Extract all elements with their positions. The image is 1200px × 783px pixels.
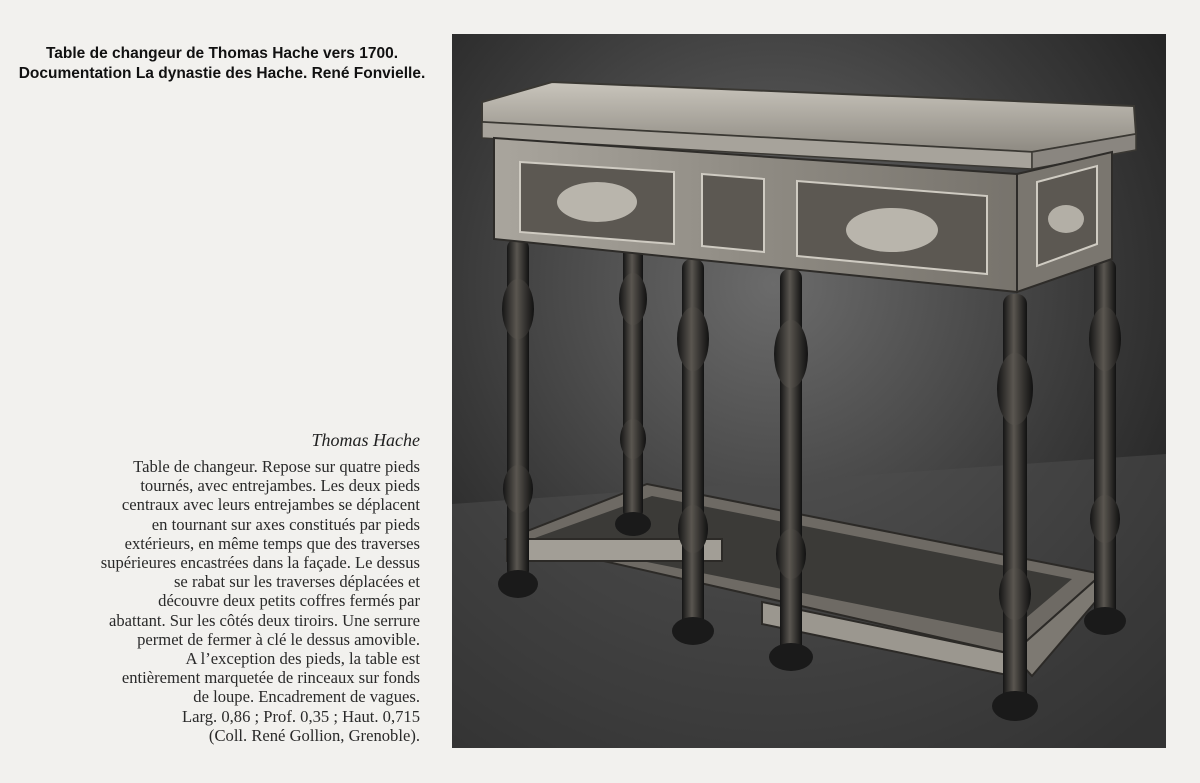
caption-line-1: Table de changeur de Thomas Hache vers 1700.	[45, 45, 399, 62]
author-heading: Thomas Hache	[311, 430, 420, 450]
description-line: tournés, avec entrejambes. Les deux pieds	[140, 476, 420, 496]
description-line: extérieurs, en même temps que des traverses	[124, 533, 420, 553]
description-text	[6, 457, 420, 745]
description-line: A l’exception des pieds, la table est	[185, 649, 420, 669]
description-line: se rabat sur les traverses déplacées et	[173, 572, 420, 592]
description-line: Table de changeur. Repose sur quatre pieds	[133, 457, 420, 476]
description-line: centraux avec leurs entrejambes se déplacent	[121, 495, 420, 515]
description-line: découvre deux petits coffres fermés par	[158, 591, 420, 611]
table-illustration	[452, 34, 1166, 748]
description-line: (Coll. René Gollion, Grenoble).	[208, 725, 420, 745]
description-line: de loupe. Encadrement de vagues.	[193, 687, 420, 707]
table-photograph	[452, 34, 1166, 748]
description-line: Larg. 0,86 ; Prof. 0,35 ; Haut. 0,715	[182, 706, 420, 726]
photo-caption	[0, 44, 444, 84]
description-line: abattant. Sur les côtés deux tiroirs. Une serrure	[108, 610, 420, 630]
description-line: supérieures encastrées dans la façade. Le dessus	[100, 553, 420, 573]
description-line: en tournant sur axes constitués par pieds	[151, 514, 420, 534]
caption-line-2: Documentation La dynastie des Hache. René Fonvielle.	[18, 65, 426, 82]
description-line: permet de fermer à clé le dessus amovible.	[137, 629, 420, 649]
description-line: entièrement marquetée de rinceaux sur fonds	[121, 668, 420, 688]
